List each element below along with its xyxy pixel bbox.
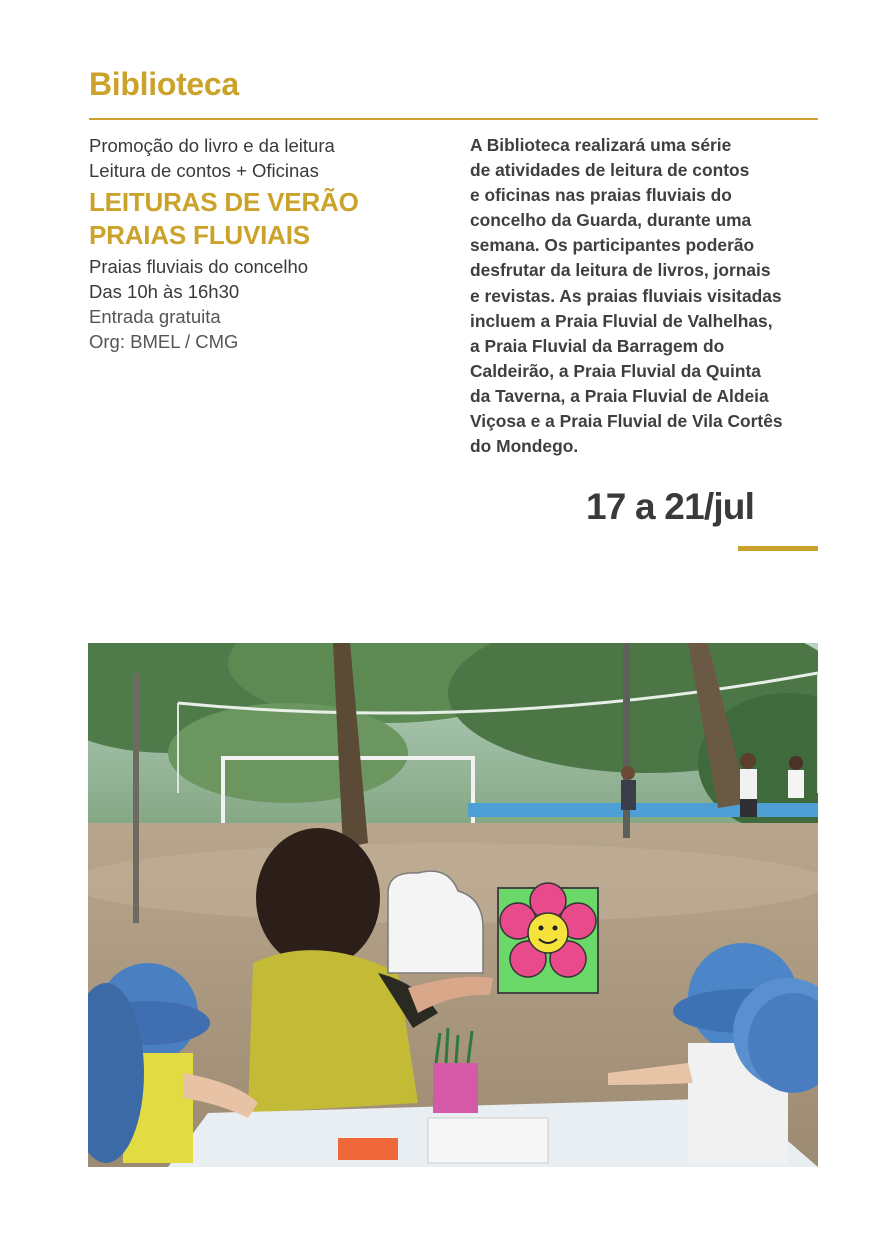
description-line: Caldeirão, a Praia Fluvial da Quinta xyxy=(470,360,761,381)
outdoor-reading-photo xyxy=(88,643,818,1167)
description-line: incluem a Praia Fluvial de Valhelhas, xyxy=(470,310,773,331)
event-title-line-1: LEITURAS DE VERÃO xyxy=(89,187,359,217)
event-info xyxy=(89,133,429,354)
description-line: concelho da Guarda, durante uma xyxy=(470,210,752,231)
description-line: e revistas. As praias fluviais visitadas xyxy=(470,285,782,306)
description-line: Viçosa e a Praia Fluvial de Vila Cortês xyxy=(470,411,783,432)
event-location: Praias fluviais do concelho xyxy=(89,256,309,277)
event-subcategory: Leitura de contos + Oficinas xyxy=(89,160,319,181)
description-line: de atividades de leitura de contos xyxy=(470,160,750,181)
event-hours: Das 10h às 16h30 xyxy=(89,281,240,302)
description-line: e oficinas nas praias fluviais do xyxy=(470,185,732,206)
event-entry: Entrada gratuita xyxy=(89,306,221,327)
description-line: a Praia Fluvial da Barragem do xyxy=(470,335,725,356)
event-title xyxy=(89,186,429,252)
title-divider xyxy=(89,118,818,120)
event-description xyxy=(470,133,822,459)
description-line: desfrutar da leitura de livros, jornais xyxy=(470,260,771,281)
event-date: 17 a 21/jul xyxy=(586,486,755,527)
event-title-line-2: PRAIAS FLUVIAIS xyxy=(89,220,310,250)
event-category: Promoção do livro e da leitura xyxy=(89,135,335,156)
section-title: Biblioteca xyxy=(89,66,239,102)
event-organizer: Org: BMEL / CMG xyxy=(89,331,239,352)
description-line: A Biblioteca realizará uma série xyxy=(470,135,732,155)
description-line: da Taverna, a Praia Fluvial de Aldeia xyxy=(470,385,769,406)
description-line: do Mondego. xyxy=(470,436,579,457)
description-line: semana. Os participantes poderão xyxy=(470,235,755,256)
date-underline xyxy=(738,546,818,551)
